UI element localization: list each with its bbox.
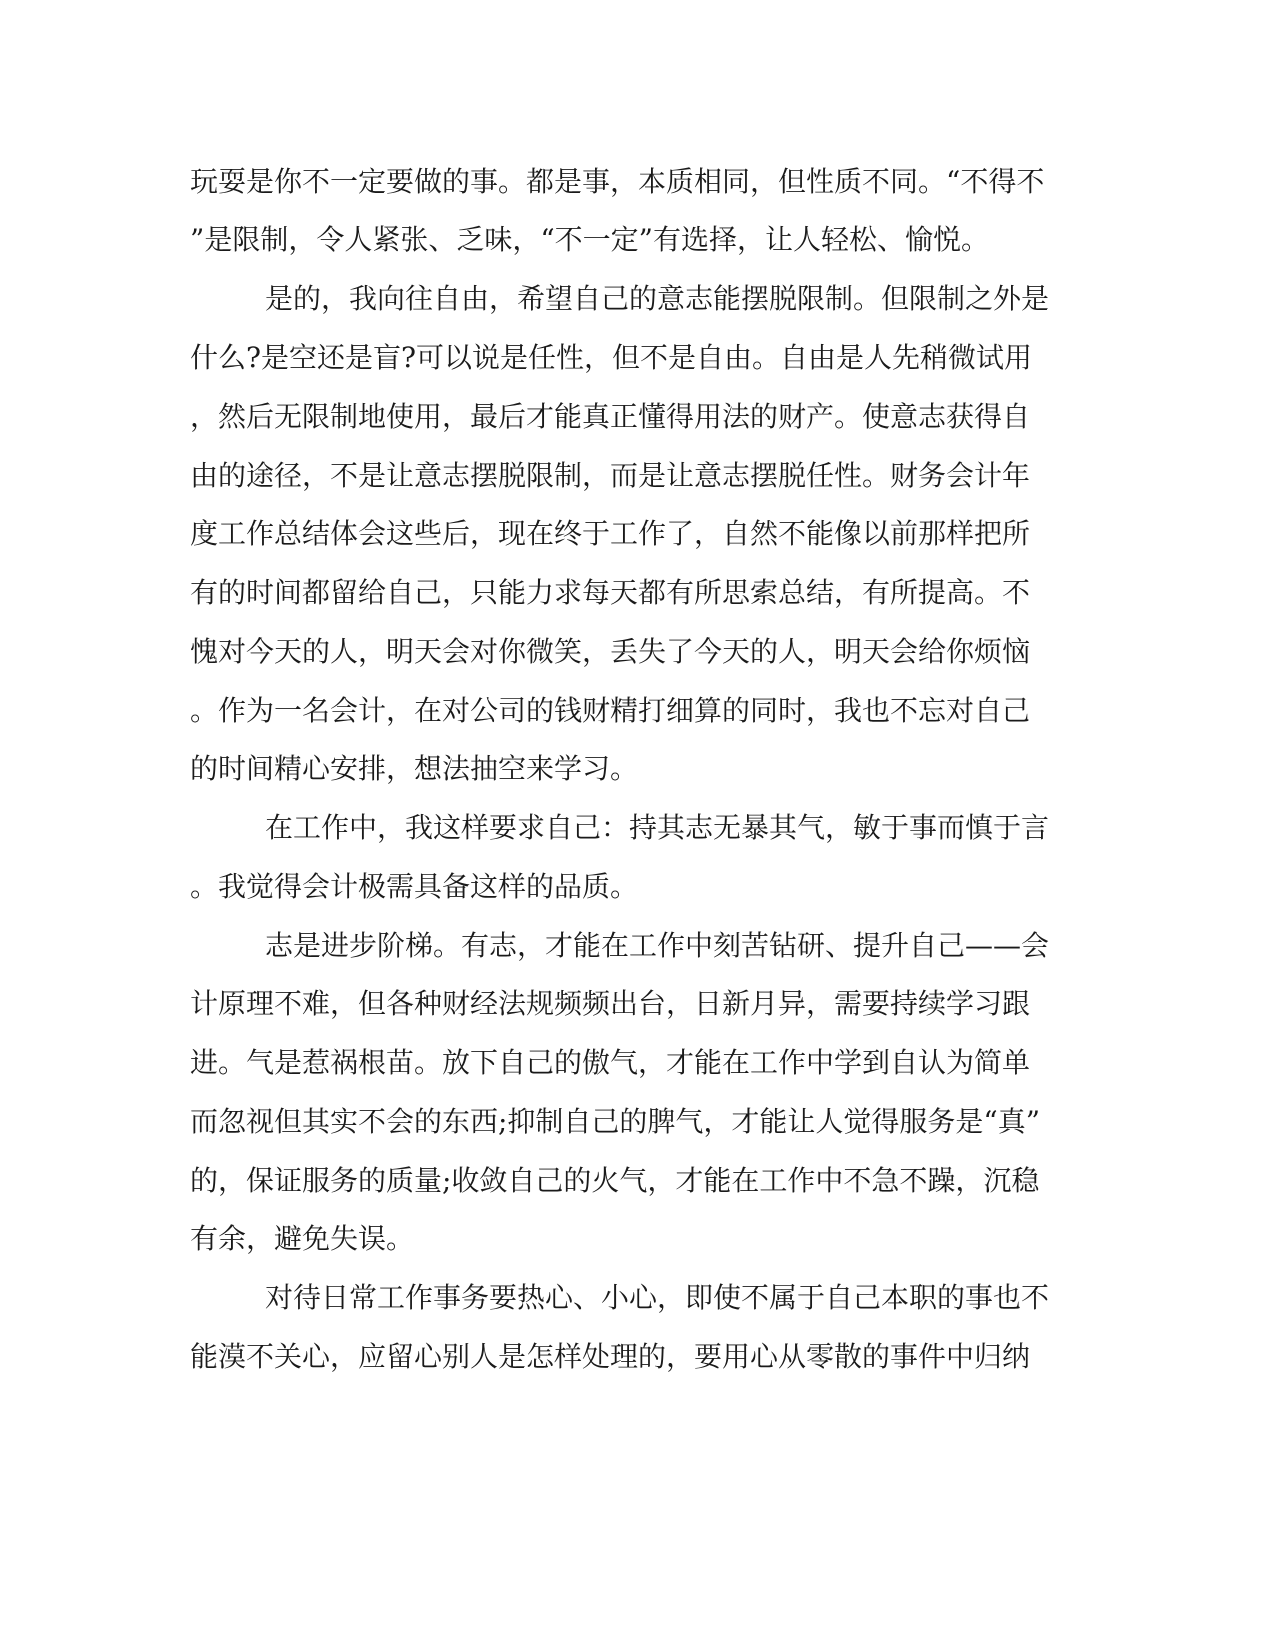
text-line: 能漠不关心，应留心别人是怎样处理的，要用心从零散的事件中归纳: [190, 1340, 1031, 1373]
text-line: 玩耍是你不一定要做的事。都是事，本质相同，但性质不同。“不得不: [190, 165, 1045, 198]
paragraph-first-line: 志是进步阶梯。有志，才能在工作中刻苦钻研、提升自己——会: [265, 929, 1050, 962]
text-line: 计原理不难，但各种财经法规频频出台，日新月异，需要持续学习跟: [190, 987, 1031, 1020]
text-line: 有的时间都留给自己，只能力求每天都有所思索总结，有所提高。不: [190, 576, 1031, 609]
text-line: ，然后无限制地使用，最后才能真正懂得用法的财产。使意志获得自: [190, 400, 1031, 433]
text-line: 愧对今天的人，明天会对你微笑，丢失了今天的人，明天会给你烦恼: [190, 635, 1031, 668]
paragraph-first-line: 对待日常工作事务要热心、小心，即使不属于自己本职的事也不: [265, 1281, 1050, 1314]
text-line: 的时间精心安排，想法抽空来学习。: [190, 752, 639, 785]
text-line: ”是限制，令人紧张、乏味，“不一定”有选择，让人轻松、愉悦。: [190, 223, 989, 256]
paragraph-first-line: 在工作中，我这样要求自己：持其志无暴其气，敏于事而慎于言: [265, 811, 1050, 844]
text-line: 由的途径，不是让意志摆脱限制，而是让意志摆脱任性。财务会计年: [190, 459, 1031, 492]
text-line: 什么?是空还是盲?可以说是任性，但不是自由。自由是人先稍微试用: [190, 341, 1033, 374]
text-line: 。作为一名会计，在对公司的钱财精打细算的同时，我也不忘对自己: [190, 694, 1031, 727]
text-line: 的，保证服务的质量;收敛自己的火气，才能在工作中不急不躁，沉稳: [190, 1164, 1040, 1197]
text-line: 而忽视但其实不会的东西;抑制自己的脾气，才能让人觉得服务是“真”: [190, 1105, 1041, 1138]
text-line: 进。气是惹祸根苗。放下自己的傲气，才能在工作中学到自认为简单: [190, 1046, 1031, 1079]
text-line: 。我觉得会计极需具备这样的品质。: [190, 870, 639, 903]
text-line: 度工作总结体会这些后，现在终于工作了，自然不能像以前那样把所: [190, 517, 1031, 550]
text-line: 有余，避免失误。: [190, 1222, 415, 1255]
paragraph-first-line: 是的，我向往自由，希望自己的意志能摆脱限制。但限制之外是: [265, 282, 1050, 315]
